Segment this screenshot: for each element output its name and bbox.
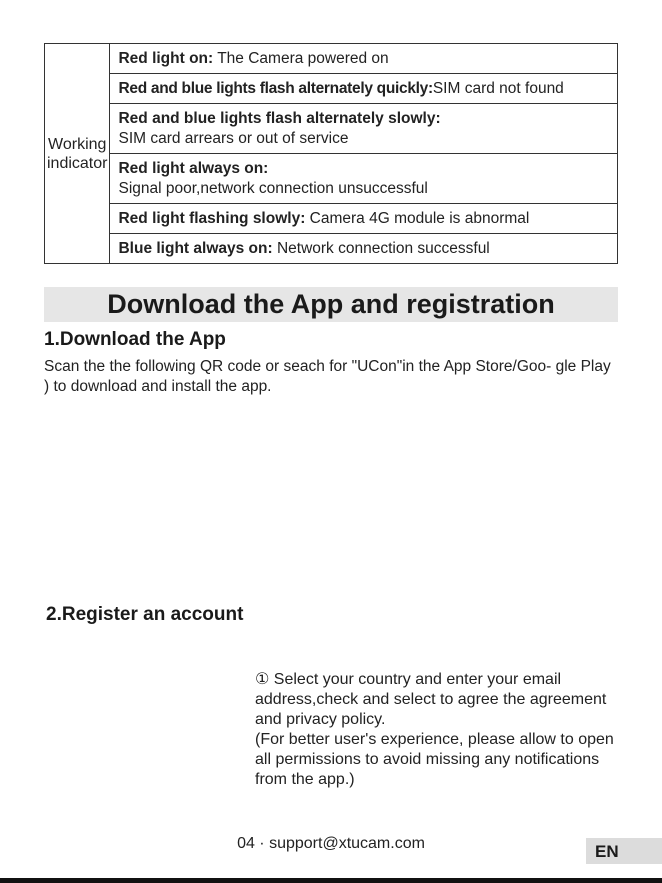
group-label — [45, 44, 110, 264]
table-row — [45, 104, 618, 154]
indicator-meaning: Network connection successful — [272, 239, 490, 257]
table-row — [45, 204, 618, 234]
section-title: Download the App and registration — [44, 287, 618, 322]
register-step-text: ① Select your country and enter your email address,check and select to agree the agreement and privacy policy. — [255, 671, 607, 728]
indicator-state: Red and blue lights flash alternately slowly: — [118, 109, 441, 127]
indicator-cell — [110, 74, 618, 104]
indicator-meaning: Camera 4G module is abnormal — [305, 209, 530, 227]
indicator-cell — [110, 44, 618, 74]
indicator-meaning: SIM card arrears or out of service — [118, 129, 349, 147]
indicator-state: Red light on: — [118, 49, 214, 67]
indicator-state: Red and blue lights flash alternately quickly: — [118, 79, 433, 97]
indicator-state: Red light flashing slowly: — [118, 209, 306, 227]
indicator-table — [44, 43, 618, 264]
table-row — [45, 74, 618, 104]
indicator-meaning: SIM card not found — [432, 79, 564, 97]
group-label-line1: Working — [48, 135, 107, 153]
indicator-cell — [110, 104, 618, 154]
indicator-cell — [110, 234, 618, 264]
indicator-cell — [110, 154, 618, 204]
indicator-meaning: Signal poor,network connection unsuccessful — [118, 179, 428, 197]
step1-heading: 1.Download the App — [44, 329, 226, 350]
indicator-meaning: The Camera powered on — [213, 49, 389, 67]
group-label-line2: indicator — [47, 154, 108, 172]
indicator-state: Blue light always on: — [118, 239, 273, 257]
step2-heading: 2.Register an account — [46, 604, 244, 625]
permissions-note: (For better user's experience, please allow to open all permissions to avoid missing any notifications from the app.) — [255, 731, 614, 788]
language-badge: EN — [586, 838, 662, 864]
table-row — [45, 154, 618, 204]
page-footer: 04 · support@xtucam.com — [237, 835, 425, 852]
table-row — [45, 44, 618, 74]
indicator-state: Red light always on: — [118, 159, 269, 177]
bottom-rule — [0, 878, 662, 883]
step1-text: Scan the the following QR code or seach for "UCon"in the App Store/Goo- gle Play ) to download and install the app. — [44, 358, 611, 395]
indicator-cell — [110, 204, 618, 234]
register-instructions — [255, 670, 625, 790]
table-row — [45, 234, 618, 264]
